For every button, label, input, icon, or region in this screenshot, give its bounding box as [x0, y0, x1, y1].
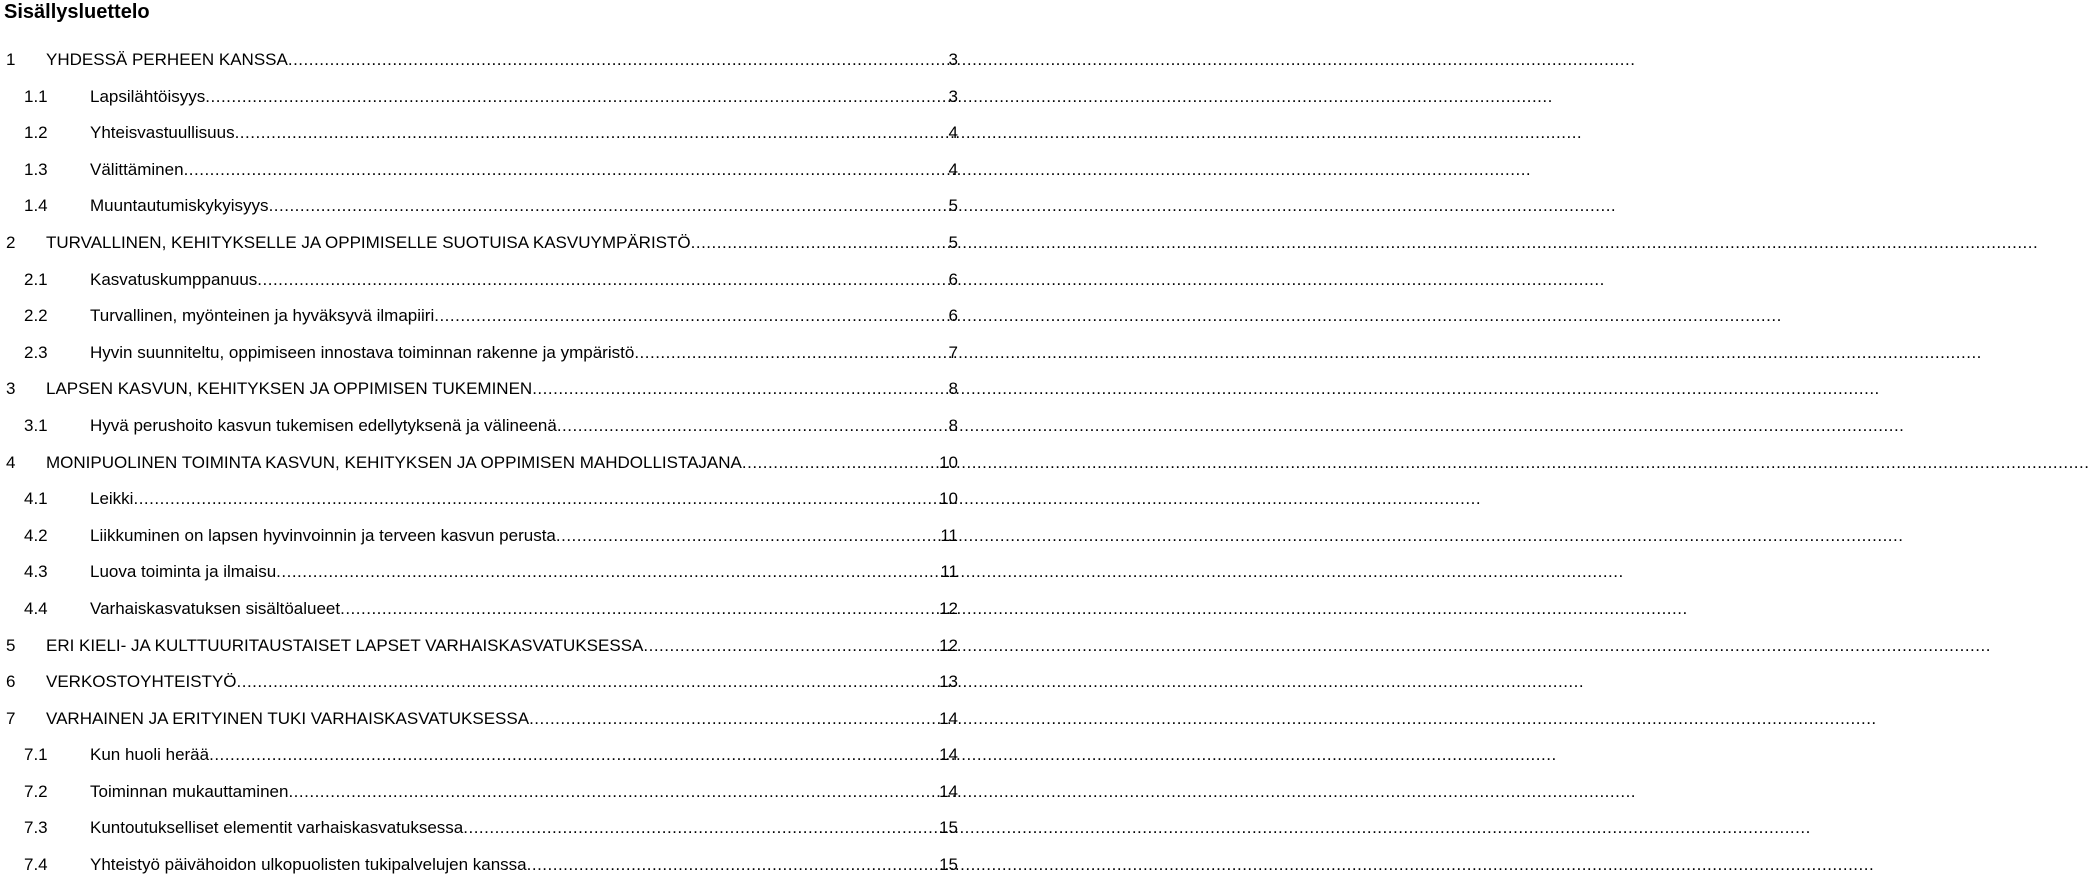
toc-entry-number: 1.4 — [24, 196, 48, 216]
dot-leader — [742, 449, 936, 477]
toc-entry[interactable] — [0, 339, 960, 376]
dot-leader — [288, 46, 946, 74]
dot-leader — [269, 192, 946, 220]
toc-entry[interactable] — [0, 558, 960, 595]
toc-entry-label: YHDESSÄ PERHEEN KANSSA — [46, 50, 288, 69]
dot-leader — [209, 741, 936, 769]
toc-entry-page-number: 6 — [948, 306, 958, 326]
toc-entry-page-number: 12 — [939, 635, 958, 655]
toc-entry[interactable] — [0, 229, 960, 266]
toc-list — [0, 46, 960, 888]
toc-entry-number: 2 — [6, 232, 16, 252]
toc-entry-number: 7.1 — [24, 745, 48, 765]
toc-entry-number: 4.1 — [24, 489, 48, 509]
toc-entry-label: Kasvatuskumppanuus — [90, 269, 258, 289]
toc-entry-page-number: 12 — [939, 598, 958, 618]
dot-leader — [463, 814, 936, 842]
toc-entry[interactable] — [0, 449, 960, 486]
toc-entry-label: ERI KIELI- JA KULTTUURITAUSTAISET LAPSET VARHAISKASVATUKSESSA — [46, 635, 644, 655]
toc-entry[interactable] — [0, 412, 960, 449]
toc-entry-number: 7.4 — [24, 855, 48, 875]
toc-entry-number: 2.3 — [24, 342, 48, 362]
toc-entry-page-number: 13 — [939, 672, 958, 692]
dot-leader — [184, 156, 946, 184]
toc-entry-number: 7 — [6, 708, 16, 728]
toc-entry-label: MONIPUOLINEN TOIMINTA KASVUN, KEHITYKSEN JA OPPIMISEN MAHDOLLISTAJANA — [46, 452, 742, 472]
dot-leader — [634, 339, 945, 367]
toc-entry-page-number: 14 — [939, 708, 958, 728]
toc-entry-label: VERKOSTOYHTEISTYÖ — [46, 672, 237, 692]
toc-entry-number: 2.2 — [24, 306, 48, 326]
toc-entry[interactable] — [0, 705, 960, 742]
dot-leader — [434, 302, 945, 330]
toc-entry-page-number: 14 — [939, 745, 958, 765]
toc-entry-page-number: 5 — [948, 196, 958, 216]
toc-entry-page-number: 10 — [939, 489, 958, 509]
toc-entry[interactable] — [0, 485, 960, 522]
toc-entry[interactable] — [0, 668, 960, 705]
toc-entry-label: Liikkuminen on lapsen hyvinvoinnin ja terveen kasvun perusta — [90, 525, 556, 545]
toc-entry-number: 4.4 — [24, 598, 48, 618]
toc-entry[interactable] — [0, 522, 960, 559]
dot-leader — [557, 412, 946, 440]
toc-entry-label: Turvallinen, myönteinen ja hyväksyvä ilmapiiri — [90, 306, 435, 326]
toc-entry-page-number: 4 — [948, 123, 958, 143]
toc-entry-page-number: 3 — [948, 86, 958, 106]
dot-leader — [643, 632, 936, 660]
toc-entry-page-number: 11 — [940, 525, 958, 545]
dot-leader — [691, 229, 946, 257]
toc-entry-number: 4 — [6, 452, 16, 472]
toc-entry-number: 4.2 — [24, 525, 48, 545]
toc-entry-number: 5 — [6, 635, 16, 655]
toc-entry-page-number: 7 — [948, 342, 958, 362]
dot-leader — [133, 485, 936, 513]
toc-entry-label: LAPSEN KASVUN, KEHITYKSEN JA OPPIMISEN TUKEMINEN — [46, 379, 533, 399]
dot-leader — [235, 119, 946, 147]
dot-leader — [205, 83, 945, 111]
toc-entry[interactable] — [0, 192, 960, 229]
toc-entry[interactable] — [0, 302, 960, 339]
toc-entry[interactable] — [0, 375, 960, 412]
toc-entry-page-number: 3 — [948, 50, 958, 69]
toc-entry[interactable] — [0, 83, 960, 120]
toc-entry[interactable] — [0, 156, 960, 193]
toc-entry-number: 2.1 — [24, 269, 48, 289]
toc-entry-label: Lapsilähtöisyys — [90, 86, 206, 106]
toc-entry-label: Muuntautumiskykyisyys — [90, 196, 269, 216]
toc-entry-number: 3 — [6, 379, 16, 399]
dot-leader — [340, 595, 936, 623]
dot-leader — [257, 266, 945, 294]
toc-entry[interactable] — [0, 119, 960, 156]
toc-entry-page-number: 6 — [948, 269, 958, 289]
toc-entry-number: 1.1 — [24, 86, 48, 106]
dot-leader — [237, 668, 937, 696]
toc-entry-number: 1.2 — [24, 123, 48, 143]
toc-entry-label: Yhteistyö päivähoidon ulkopuolisten tukipalvelujen kanssa — [90, 855, 527, 875]
toc-entry-label: VARHAINEN JA ERITYINEN TUKI VARHAISKASVATUKSESSA — [46, 708, 530, 728]
dot-leader — [527, 851, 936, 879]
toc-entry[interactable] — [0, 814, 960, 851]
toc-entry-label: Leikki — [90, 489, 134, 509]
toc-entry-page-number: 15 — [939, 818, 958, 838]
toc-entry[interactable] — [0, 851, 960, 888]
toc-entry-page-number: 8 — [948, 379, 958, 399]
toc-entry-number: 7.2 — [24, 781, 48, 801]
toc-entry-label: Kuntoutukselliset elementit varhaiskasvatuksessa — [90, 818, 464, 838]
toc-entry-number: 7.3 — [24, 818, 48, 838]
toc-entry-label: Varhaiskasvatuksen sisältöalueet — [90, 598, 341, 618]
toc-entry-page-number: 4 — [948, 159, 958, 179]
toc-entry[interactable] — [0, 266, 960, 303]
toc-entry-number: 3.1 — [24, 415, 48, 435]
dot-leader — [529, 705, 936, 733]
toc-entry-label: TURVALLINEN, KEHITYKSELLE JA OPPIMISELLE SUOTUISA KASVUYMPÄRISTÖ — [46, 232, 691, 252]
toc-entry-label: Hyvä perushoito kasvun tukemisen edellytyksenä ja välineenä — [90, 415, 557, 435]
dot-leader — [288, 778, 936, 806]
toc-entry-page-number: 14 — [939, 781, 958, 801]
toc-entry[interactable] — [0, 46, 960, 83]
toc-entry-page-number: 8 — [948, 415, 958, 435]
toc-entry-page-number: 11 — [940, 562, 958, 582]
toc-entry-number: 4.3 — [24, 562, 48, 582]
toc-entry-number: 1 — [6, 50, 16, 69]
toc-entry-label: Toiminnan mukauttaminen — [90, 781, 289, 801]
dot-leader — [532, 375, 945, 403]
toc-entry-page-number: 10 — [939, 452, 958, 472]
toc-title: Sisällysluettelo — [4, 1, 150, 23]
toc-entry-label: Luova toiminta ja ilmaisu — [90, 562, 277, 582]
toc-entry-label: Hyvin suunniteltu, oppimiseen innostava toiminnan rakenne ja ympäristö — [90, 342, 635, 362]
toc-entry-number: 6 — [6, 672, 16, 692]
toc-entry-page-number: 5 — [948, 232, 958, 252]
toc-entry[interactable] — [0, 595, 960, 632]
dot-leader — [556, 522, 937, 550]
toc-entry-label: Yhteisvastuullisuus — [90, 123, 235, 143]
toc-entry[interactable] — [0, 632, 960, 669]
toc-entry-number: 1.3 — [24, 159, 48, 179]
toc-entry-label: Välittäminen — [90, 159, 184, 179]
toc-entry-page-number: 15 — [939, 855, 958, 875]
toc-entry[interactable] — [0, 778, 960, 815]
dot-leader — [276, 558, 937, 586]
toc-entry[interactable] — [0, 741, 960, 778]
toc-entry-label: Kun huoli herää — [90, 745, 210, 765]
